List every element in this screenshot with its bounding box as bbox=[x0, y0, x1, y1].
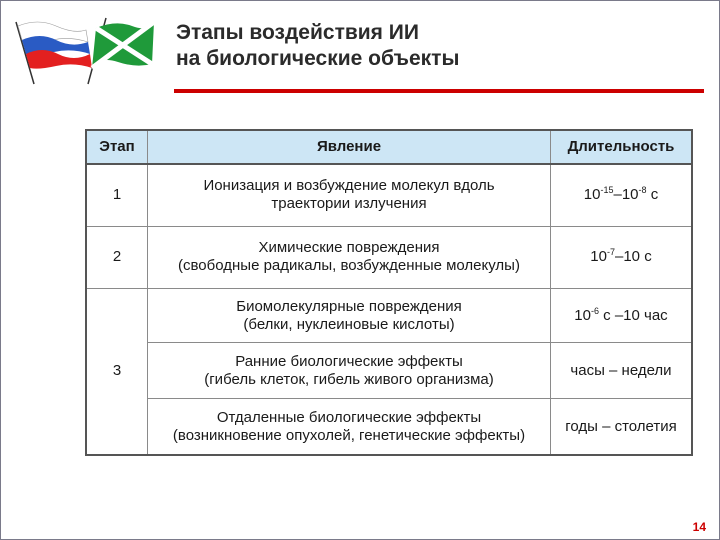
duration-cell: годы – столетия bbox=[551, 399, 693, 455]
table-row bbox=[86, 226, 692, 288]
duration-cell: часы – недели bbox=[551, 343, 693, 399]
table-row bbox=[86, 343, 692, 399]
flags-emblem bbox=[8, 12, 158, 90]
phenomenon-cell bbox=[148, 164, 551, 226]
stages-table bbox=[85, 129, 693, 456]
phenomenon-line: (свободные радикалы, возбужденные молекулы) bbox=[178, 257, 520, 275]
phenomenon-cell bbox=[148, 399, 551, 455]
phenomenon-line: Ионизация и возбуждение молекул вдоль bbox=[203, 177, 495, 195]
stage-cell: 2 bbox=[86, 226, 148, 288]
phenomenon-line: (возникновение опухолей, генетические эффекты) bbox=[172, 426, 526, 444]
table-row bbox=[86, 399, 692, 455]
title-line-2: на биологические объекты bbox=[176, 47, 460, 70]
header-duration: Длительность bbox=[551, 130, 693, 164]
phenomenon-cell bbox=[148, 226, 551, 288]
stage-cell: 1 bbox=[86, 164, 148, 226]
phenomenon-line: Биомолекулярные повреждения bbox=[236, 297, 462, 315]
phenomenon-line: траектории излучения bbox=[271, 195, 427, 213]
table-row bbox=[86, 288, 692, 342]
phenomenon-line: Ранние биологические эффекты bbox=[235, 352, 463, 370]
border-guard-flag-icon bbox=[88, 18, 154, 84]
russian-flag-icon bbox=[16, 22, 92, 84]
table-row bbox=[86, 164, 692, 226]
duration-cell: $10^{-7}-10$ с bbox=[551, 226, 693, 288]
table-header-row bbox=[86, 130, 692, 164]
title-underline bbox=[174, 89, 704, 93]
stage-cell: 3 bbox=[86, 288, 148, 455]
phenomenon-line: Химические повреждения bbox=[258, 239, 440, 257]
phenomenon-line: Отдаленные биологические эффекты bbox=[216, 408, 482, 426]
duration-cell: $10^{-6}$ с –10 час bbox=[551, 288, 693, 342]
header-stage: Этап bbox=[86, 130, 148, 164]
header-phenomenon: Явление bbox=[148, 130, 551, 164]
phenomenon-cell bbox=[148, 288, 551, 342]
title-line-1: Этапы воздействия ИИ bbox=[176, 21, 419, 44]
phenomenon-line: (белки, нуклеиновые кислоты) bbox=[243, 315, 455, 333]
slide-title bbox=[176, 20, 459, 72]
phenomenon-cell bbox=[148, 343, 551, 399]
phenomenon-line: (гибель клеток, гибель живого организма) bbox=[204, 370, 494, 388]
duration-cell: $10^{-15}-10^{-8}$ с bbox=[551, 164, 693, 226]
page-number: 14 bbox=[692, 520, 706, 534]
